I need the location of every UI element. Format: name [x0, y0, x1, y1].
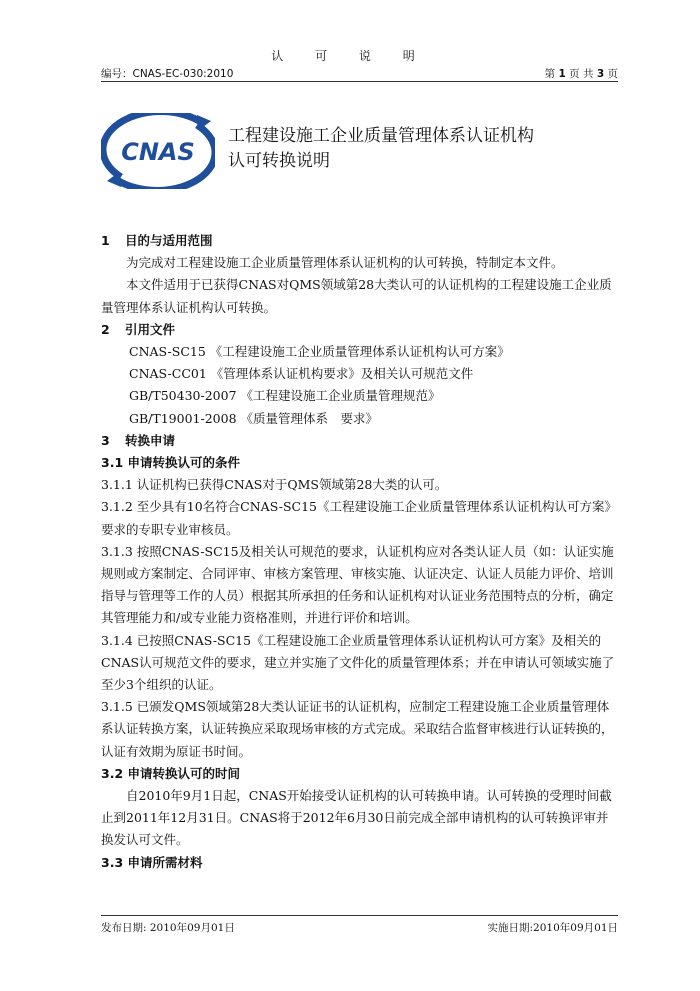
document-title-line2: 认可转换说明 — [228, 151, 330, 171]
header-title: 认 可 说 明 — [271, 49, 429, 63]
paragraph: 为完成对工程建设施工企业质量管理体系认证机构的认可转换，特制定本文件。 — [126, 255, 564, 271]
page-total: 3 — [596, 68, 605, 80]
reference-item: CNAS-SC15 《工程建设施工企业质量管理体系认证机构认可方案》 — [129, 344, 510, 360]
section-1-title: 目的与适用范围 — [125, 233, 213, 248]
page-info-suffix: 页 — [607, 68, 618, 80]
reference-item: GB/T50430-2007 《工程建设施工企业质量管理规范》 — [129, 388, 441, 404]
page-current: 1 — [558, 68, 566, 80]
publish-date: 发布日期: 2010年09月01日 — [101, 922, 235, 934]
logo-text: CNAS — [121, 138, 195, 166]
page-info-mid: 页 共 — [569, 68, 594, 80]
clause-3-1-2: 3.1.2 至少具有10名符合CNAS-SC15《工程建设施工企业质量管理体系认证机构认可方案》要求的专职专业审核员。 — [101, 499, 617, 537]
doc-number: 编号：CNAS-EC-030:2010 — [101, 68, 234, 80]
reference-item: CNAS-CC01 《管理体系认证机构要求》及相关认可规范文件 — [129, 366, 474, 382]
clause-3-1-4: 3.1.4 已按照CNAS-SC15《工程建设施工企业质量管理体系认证机构认可方案》及相关的CNAS认可规范文件的要求，建立并实施了文件化的质量管理体系；并在申请认可领域实施了至少3个组织的认证。 — [101, 632, 615, 693]
section-1-number: 1 — [101, 233, 110, 248]
effective-date: 实施日期:2010年09月01日 — [487, 922, 618, 934]
page-info — [545, 66, 618, 81]
reference-item: GB/T19001-2008 《质量管理体系 要求》 — [129, 410, 378, 426]
section-3-1-heading: 3.1 申请转换认可的条件 — [101, 455, 240, 471]
section-3-3-heading: 3.3 申请所需材料 — [101, 854, 203, 870]
clause-3-1-3: 3.1.3 按照CNAS-SC15及相关认可规范的要求，认证机构应对各类认证人员（如：认证实施规则或方案制定、合同评审、审核方案管理、审核实施、认证决定、认证人员能力评价、培训指导与管理等工作的人员）根据其所承担的任务和认证机构对认证业务范围特点的分析，确定其管理能力和/或专业能力资格准则，并进行评价和培训。 — [101, 543, 614, 626]
paragraph: 自2010年9月1日起，CNAS开始接受认证机构的认可转换申请。认可转换的受理时间截止到2011年12月31日。CNAS将于2012年6月30日前完成全部申请机构的认可转换评审并换发认可文件。 — [101, 788, 612, 848]
section-1-heading — [101, 230, 618, 252]
section-3-heading — [101, 430, 618, 452]
cnas-logo — [101, 113, 215, 189]
header-rule — [101, 81, 618, 82]
section-3-title: 转换申请 — [125, 432, 176, 448]
section-2-number: 2 — [101, 321, 110, 337]
clause-3-1-5: 3.1.5 已颁发QMS领域第28大类认证证书的认证机构，应制定工程建设施工企业质量管理体系认证转换方案，认证转换应采取现场审核的方式完成。采取结合监督审核进行认证转换的，认证有效期为原证书时间。 — [101, 699, 614, 759]
footer-rule — [101, 915, 618, 916]
section-2-heading — [101, 319, 618, 341]
document-body — [101, 230, 618, 874]
document-title-line1: 工程建设施工企业质量管理体系认证机构 — [228, 126, 534, 146]
section-2-title: 引用文件 — [125, 321, 176, 337]
clause-3-1-1: 3.1.1 认证机构已获得CNAS对于QMS领域第28大类的认可。 — [101, 477, 448, 493]
section-3-2-heading: 3.2 申请转换认可的时间 — [101, 765, 240, 781]
section-3-number: 3 — [101, 432, 110, 448]
page-info-prefix: 第 — [544, 68, 556, 80]
paragraph: 本文件适用于已获得CNAS对QMS领域第28大类认可的认证机构的工程建设施工企业质量管理体系认证机构认可转换。 — [101, 277, 612, 315]
document-title — [228, 124, 534, 174]
